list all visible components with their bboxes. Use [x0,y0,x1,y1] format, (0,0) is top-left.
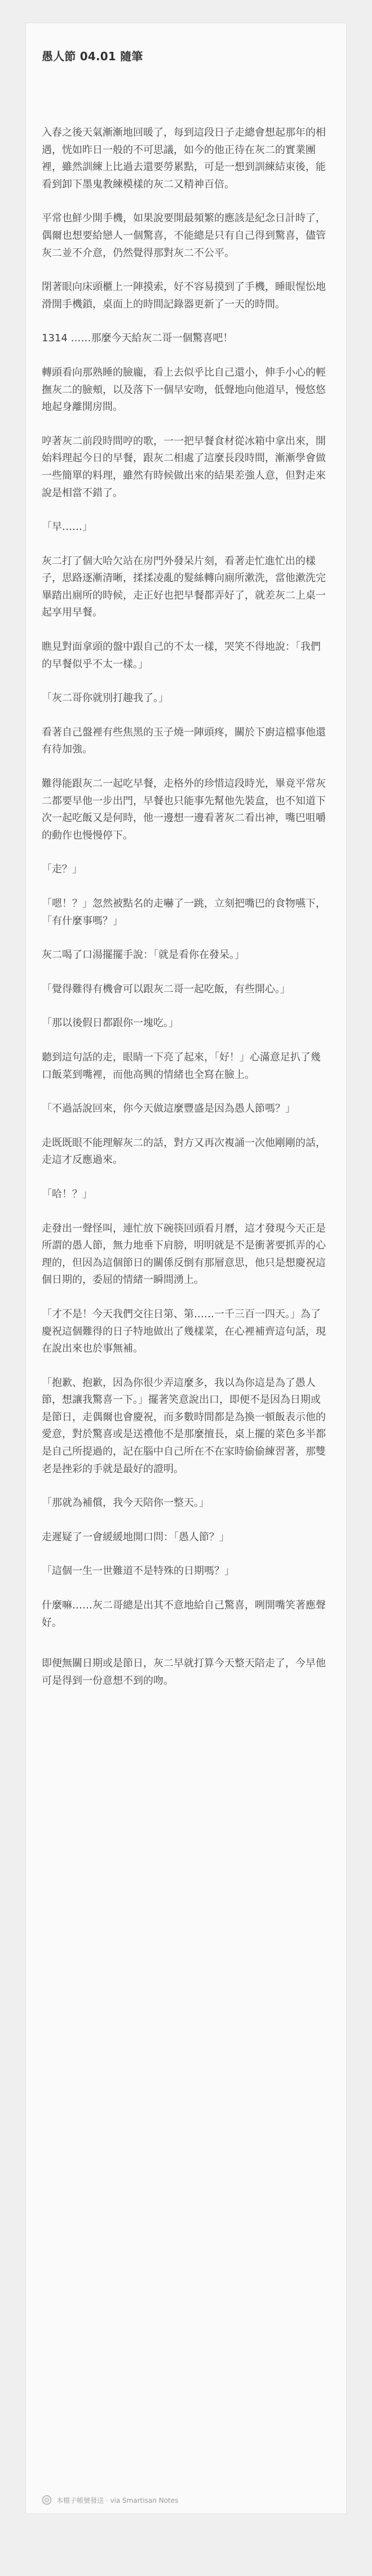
paragraph: 「嗯！？」忽然被點名的走嚇了一跳，立刻把嘴巴的食物嚥下，「有什麼事嗎？」 [42,898,326,927]
paragraph: 走遲疑了一會緩緩地開口問：「愚人節？」 [42,1531,229,1543]
paragraph: 「抱歉、抱歉，因為你很少弄這麼多，我以為你這是為了愚人節，想讓我驚喜一下。」擺著笑意說出口，即便不是因為日期或是節日，走偶爾也會慶祝，而多數時間都是為換一頓飯表示他的愛意，對於驚喜或是送禮他不是那麼擅長，桌上擺的菜色多半都是自己所提過的，記在腦中自己所在不在家時偷偷練習著，那雙老是挫彩的手就是最好的證明。 [42,1376,326,1475]
note-footer [42,2495,178,2505]
note-content [42,47,330,1706]
paragraph: 走發出一聲怪叫，連忙放下碗筷回頭看月曆，這才發現今天正是所謂的愚人節，無力地垂下肩膀，明明就是不是衝著要抓弄的心理的，但因為這個節日的關係反倒有那層意思，他只是想慶祝這個日期的，委屈的情緒一瞬間湧上。 [42,1222,326,1286]
paragraph: 瞧見對面拿頭的盤中跟自己的不太一樣，哭笑不得地說：「我們的早餐似乎不太一樣。」 [42,641,321,670]
paragraph: 「那以後假日都跟你一塊吃。」 [42,1017,179,1029]
paragraph: 「才不是！今天我們交往日第、第……一千三百一四天。」為了慶祝這個難得的日子特地做出了幾樣菜，在心裡補齊這句話，現在說出來也於事無補。 [42,1308,326,1355]
paragraph: 平常也鮮少開手機，如果說要開最頻繁的應該是紀念日計時了，偶爾也想要給戀人一個驚喜，不能總是只有自己得到驚喜，儘管灰二並不介意，仍然覺得那對灰二不公平。 [42,212,326,259]
paragraph: 「灰二哥你就別打趣我了。」 [42,692,169,705]
paragraph: 閉著眼向床頭櫃上一陣摸索，好不容易摸到了手機，睡眼惺忪地滑開手機鎖，桌面上的時間記錄器更新了一天的時間。 [42,281,326,310]
note-card [25,23,347,2514]
paragraph: 灰二打了個大哈欠站在房門外發呆片刻，看著走忙進忙出的樣子，思路逐漸清晰，揉揉凌亂的髮絲轉向廁所漱洗，當他漱洗完畢踏出廁所的時候，走正好也把早餐都弄好了，就差灰二上桌一起享用早餐。 [42,555,326,619]
paragraph: 看著自己盤裡有些焦黑的玉子燒一陣頭疼，關於下廚這檔事他還有待加強。 [42,726,326,756]
paragraph: 1314 ……那麼今天給灰二哥一個驚喜吧！ [42,332,233,345]
paragraph: 灰二喝了口湯擺擺手說：「就是看你在發呆。」 [42,949,245,961]
paragraph: 「走？」 [42,863,82,876]
paragraph: 轉頭看向那熟睡的臉龐，看上去似乎比自己還小，伸手小心的輕撫灰二的臉頰，以及落下一個早安吻，低聲地向他道早，慢悠悠地起身離開房間。 [42,366,326,413]
paragraph: 聽到這句話的走，眼睛一下亮了起來，「好！」心滿意足扒了幾口飯菜到嘴裡，而他高興的情緒也全寫在臉上。 [42,1051,321,1081]
paragraph: 哼著灰二前段時間哼的歌，一一把早餐食材從冰箱中拿出來，開始料理起今日的早餐，跟灰二相處了這麼長段時間，漸漸學會做一些簡單的料理，雖然有時候做出來的結果差強人意，但對走來說是相當不錯了。 [42,435,326,499]
paragraph: 「那就為補償，我今天陪你一整天。」 [42,1497,209,1509]
paragraph: 「哈！？」 [42,1188,92,1200]
paragraph: 難得能跟灰二一起吃早餐，走格外的珍惜這段時光，畢竟平常灰二都要早他一步出門，早餐也只能事先幫他先裝盒，也不知道下次一起吃飯又是何時，他一邊想一邊看著灰二看出神，嘴巴咀嚼的動作也慢慢停下。 [42,778,326,841]
paragraph: 「覺得難得有機會可以跟灰二哥一起吃飯，有些開心。」 [42,983,290,995]
footer-text: 本檔子帳號發送 · via Smartisan Notes [56,2496,179,2504]
paragraph: 「不過話說回來，你今天做這麼豐盛是因為愚人節嗎？」 [42,1103,295,1115]
smartisan-logo-icon [42,2495,52,2505]
note-title: 愚人節 04.01 隨筆 [42,50,143,63]
paragraph: 「這個一生一世難道不是特殊的日期嗎？」 [42,1565,234,1577]
paragraph: 即便無關日期或是節日，灰二早就打算今天整天陪走了，今早他可是得到一份意想不到的吻。 [42,1657,326,1687]
paragraph: 什麼嘛……灰二哥總是出其不意地給自己驚喜，咧開嘴笑著應聲好。 [42,1599,326,1629]
paragraph: 走既既眼不能理解灰二的話，對方又再次複誦一次他剛剛的話，走這才反應過來。 [42,1137,326,1166]
paragraph: 入春之後天氣漸漸地回暖了，每到這段日子走總會想起那年的相遇，恍如昨日一般的不可思議，如今的他正待在灰二的實業團裡，雖然訓練上比過去還要勞累點，可是一想到訓練結束後，能看到卸下墨鬼教練模樣的灰二又精神百倍。 [42,127,326,190]
paragraph: 「早……」 [42,521,92,533]
